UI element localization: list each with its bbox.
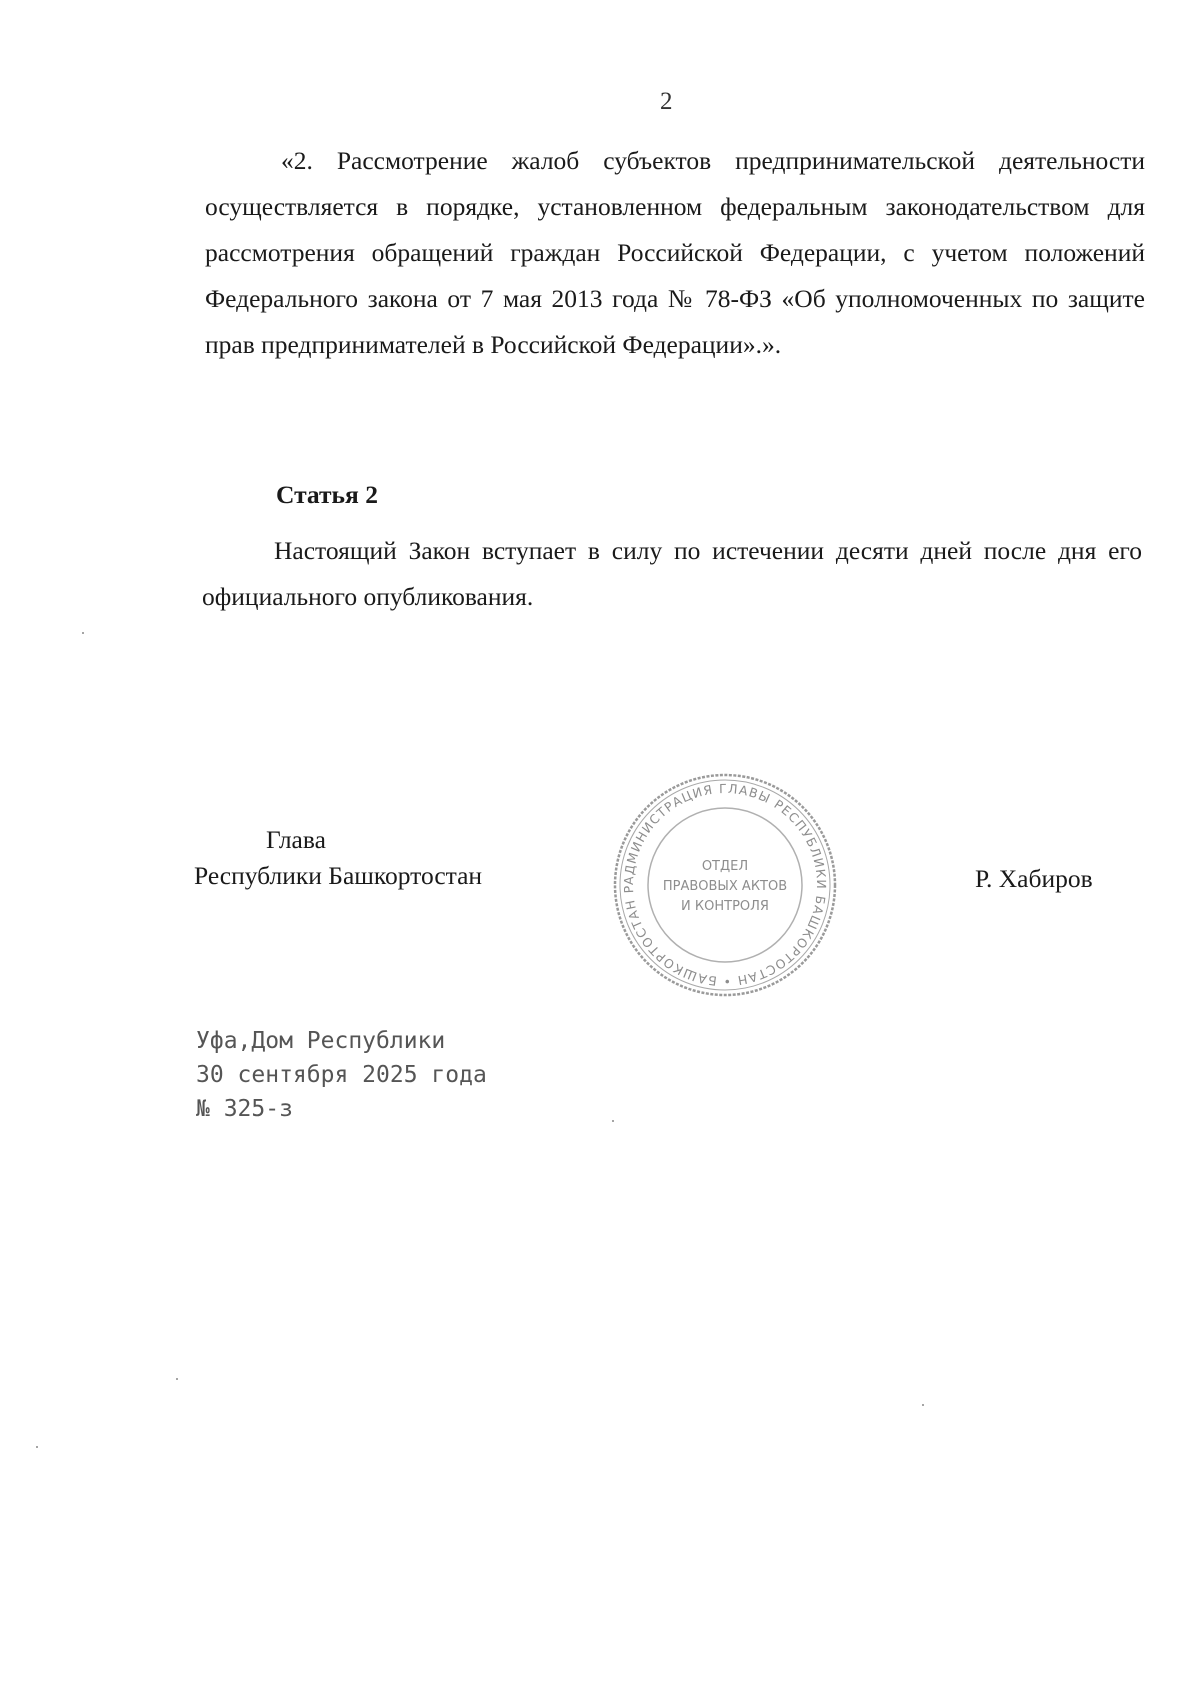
signing-date: 30 сентября 2025 года (196, 1062, 487, 1088)
scan-speck (176, 1378, 178, 1380)
law-number: № 325-з (196, 1096, 293, 1122)
article-body: Настоящий Закон вступает в силу по истечении десяти дней после дня его официального опубликования. (202, 536, 1142, 611)
signer-name: Р. Хабиров (975, 864, 1093, 893)
page-number: 2 (660, 88, 673, 115)
place-date-block (196, 1024, 487, 1126)
official-stamp (610, 770, 840, 1000)
scan-speck (922, 1404, 924, 1406)
stamp-ring-text: АДМИНИСТРАЦИЯ ГЛАВЫ РЕСПУБЛИКИ БАШКОРТОСТАН • БАШКОРТОСТАН Р (620, 780, 830, 990)
signatory-title (194, 822, 482, 894)
stamp-seal-icon (610, 770, 840, 1000)
signatory-title-line2: Республики Башкортостан (194, 861, 483, 890)
stamp-center-line3: И КОНТРОЛЯ (681, 899, 769, 914)
signing-place: Уфа,Дом Республики (196, 1028, 446, 1054)
stamp-center-line2: ПРАВОВЫХ АКТОВ (662, 879, 788, 894)
article-heading: Статья 2 (276, 480, 378, 509)
scan-speck (82, 632, 84, 634)
signatory-title-line1: Глава (266, 825, 326, 854)
amendment-paragraph: «2. Рассмотрение жалоб субъектов предпринимательской деятельности осуществляется в порядке, установленном федеральным законодательством для рассмотрения обращений граждан Российской Федерации, с учетом положений Федерального закона от 7 мая 2013 года № 78-ФЗ «Об уполномоченных по защите прав предпринимателей в Российской Федерации».». (205, 146, 1145, 359)
scan-speck (612, 1120, 614, 1122)
stamp-center-line1: ОТДЕЛ (701, 859, 749, 874)
scan-speck (36, 1446, 38, 1448)
